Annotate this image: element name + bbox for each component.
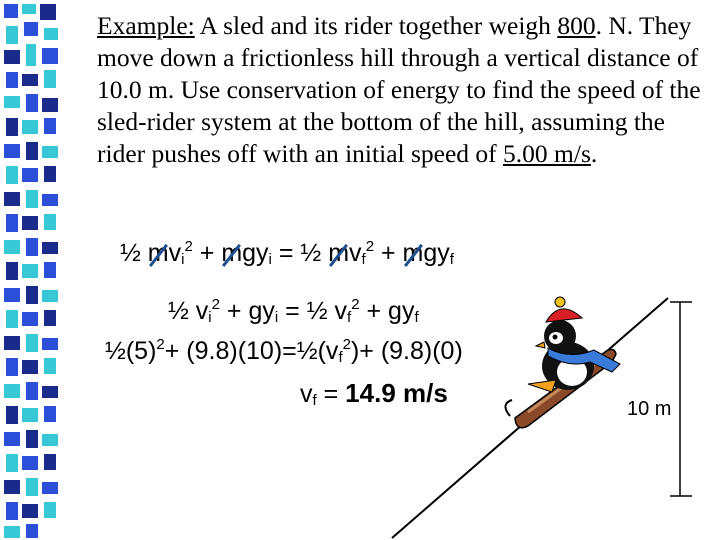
cancelled-mass: m (402, 239, 424, 267)
problem-text-part1: A sled and its rider together weigh (194, 11, 558, 40)
cancelled-mass: m (221, 239, 243, 267)
weight-value: 800 (557, 11, 596, 40)
height-marker (670, 302, 692, 496)
cancelled-mass: m (328, 239, 350, 267)
final-speed-result: $v_f = 14.9$ m/s (300, 378, 448, 409)
final-speed-value: 14.9 m/s (345, 378, 448, 408)
problem-text-end: . (590, 139, 598, 168)
initial-speed-value: 5.00 m/s (503, 139, 591, 168)
example-label: Example: (97, 11, 195, 40)
energy-equation-substituted: $\frac{1}{2}(5)^2+$ $(9.8)(10)=\frac{1}{2}(v_f^2)+ (9.8)(0)$ (105, 336, 463, 366)
sled-rider-icon (505, 297, 620, 428)
energy-equation-full: ½ m $v_i^2 + m$ $gy_i$ = ½ m $v_f^2 + m$ $gy_f$ (120, 238, 454, 268)
problem-text-part2: . N. They move down a frictionless hill through a vertical distance of 10.0 m. Use conservation of energy to find the speed of the sled-rider system at the bottom of the hill, assuming the rider pushes off with an initial speed of (97, 11, 701, 168)
energy-equation-simplified: ½ $v_i^2 + gy_i$ = ½ $v_f^2 + gy_f$ (168, 296, 419, 326)
cancelled-mass: m (147, 239, 169, 267)
height-label: 10 m (627, 398, 672, 420)
